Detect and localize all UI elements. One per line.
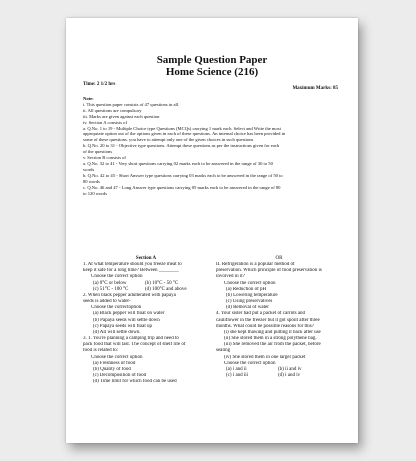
paper-subtitle: Home Science (216)	[165, 66, 259, 78]
q2-option-a: (a) Black pepper will float on water	[93, 311, 165, 317]
question-4-text: 4. Your sister had put a packet of carrots and	[216, 311, 306, 317]
choose-option-label: Choose the correct option	[91, 354, 143, 360]
note-line: v. Section B consists of	[83, 155, 126, 161]
choose-option-label: Choose the correct option	[91, 274, 143, 280]
note-line: ii. All questions are compulsory	[83, 107, 142, 113]
q2-option-b: (b) Papaya seeds will settle down	[93, 317, 160, 323]
question-ii-text: preservation. Which principle of food preservation is	[216, 268, 322, 274]
q4-reason: (iv) She stored them in one larger packet	[224, 354, 306, 360]
question-1-text: 1. At what temperature should you freeze meat to	[83, 262, 182, 268]
instructions-note	[83, 96, 341, 196]
question-4-text: cauliflower in the freezer but it got spoilt after three	[216, 317, 320, 323]
note-line: a. Q.No. 32 to 41 - Very short questions carrying 02 marks each to be answered in the range of 30 to 50	[83, 160, 273, 166]
question-ii-text: II. Refrigeration is a popular method of	[216, 262, 295, 268]
note-line: some of these questions. you have to attempt only one of the given choices in such questions	[83, 137, 254, 143]
note-line: a. Q.No. 1 to 19 - Multiple Choice type Questions (MCQs) carrying 1 mark each. Select and Write the most	[83, 125, 281, 131]
question-paper-page	[66, 18, 358, 443]
q2-option-c: (c) Papaya seeds will float up	[93, 323, 153, 329]
note-line: c. Q.No. 46 and 47 - Long Answer type questions carrying 05 marks each to be answered in the range of 80	[83, 184, 281, 190]
ii-option-b: (b) Lowering temperature	[226, 292, 278, 298]
q1-option-a: (a) 0°C or below	[93, 280, 127, 286]
note-line: 80 words	[83, 178, 100, 184]
note-line: words	[83, 166, 95, 172]
q3-option-d: (d) Time limit for which food can be used	[93, 379, 177, 385]
q4-option-c: (c) i and iii	[226, 372, 249, 378]
q1-option-b: (b) 10°C - 50 °C	[145, 280, 179, 286]
ii-option-c: (c) Using preservatives	[226, 299, 273, 305]
q3-option-a: (a) Freshness of food	[93, 360, 136, 366]
q2-option-d: (d) All will settle down.	[93, 329, 141, 335]
note-line: iv. Section A consists of	[83, 119, 127, 125]
question-4-text: months. What could be possible reasons for this?	[216, 323, 314, 329]
question-1-text: keep it safe for a long time? Between ________	[83, 268, 179, 274]
choose-option-label: Choose the correct option	[224, 280, 276, 286]
max-marks-label: Maximum Marks: 85	[292, 86, 338, 91]
q1-option-c: (c) 51°C - 100 °C	[93, 286, 129, 292]
right-column	[216, 256, 342, 379]
q4-option-a: (a) i and ii	[226, 366, 247, 372]
note-line: b. Q.No. 42 to 45 - Short Answer type questions carrying 03 marks each to be answered in the range of 50 to	[83, 172, 283, 178]
note-line: to 120 words	[83, 190, 107, 196]
section-a-column	[83, 256, 209, 385]
q4-option-d: (d) i and iv	[278, 372, 301, 378]
question-3-text: 3. 1. You're planning a camping trip and need to	[83, 336, 179, 342]
q4-option-b: (b) ii and iv	[278, 366, 302, 372]
q3-option-c: (c) Decomposition of food	[93, 372, 147, 378]
note-line: iii. Marks are given against each question	[83, 113, 160, 119]
note-line: appropriate option out of the options given in each of these questions. An internal choice has been provided in	[83, 131, 286, 137]
question-2-text: seeds is added to water-	[83, 299, 131, 305]
note-line: of the questions	[83, 149, 113, 155]
choose-option-label: Choose the correctoption	[91, 305, 142, 311]
ii-option-d: (d) Removal of water	[226, 305, 269, 311]
question-2-text: 2. When black pepper adulterated with papaya	[83, 292, 176, 298]
question-3-text: pack food that will last. The concept of shelf life of	[83, 342, 186, 348]
or-label: OR	[275, 256, 283, 261]
question-3-text: food is related to:	[83, 348, 119, 354]
section-a-heading: Section A	[135, 256, 157, 261]
ii-option-a: (a) Reduction of pH	[226, 286, 267, 292]
time-label: Time: 2 1/2 hrs	[83, 82, 116, 87]
q4-options-row	[216, 373, 342, 379]
q3-option-b: (b) Quality of food	[93, 366, 131, 372]
note-line: b. Q.No. 20 to 31 - Objective type questions. Attempt these questions as per the instructions given for each	[83, 143, 280, 149]
note-line: i. This question paper consists of 47 questions in all.	[83, 101, 180, 107]
paper-title: Sample Question Paper	[156, 54, 268, 66]
q4-reason: (iii) She removed the air from the packet, before	[224, 342, 321, 348]
question-ii-text: involved in it?	[216, 274, 245, 280]
note-label: Note:	[83, 96, 94, 101]
q4-reason: (i) she kept thawing and putting it back after use	[224, 329, 321, 335]
q4-reason: (ii) She stored them in a strong polythene bag.	[224, 336, 317, 342]
q4-reason: sealing	[216, 348, 231, 354]
q1-option-d: (d) 100°C and above	[145, 286, 187, 292]
choose-option-label: Choose the correct option	[224, 360, 276, 366]
